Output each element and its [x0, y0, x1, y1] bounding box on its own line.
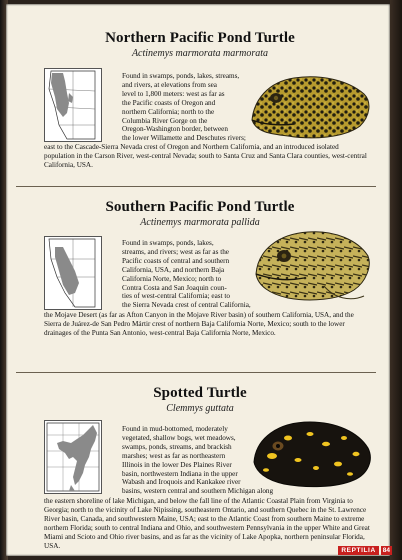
range-map-svg	[45, 69, 101, 141]
text-line: northern California; north to the	[122, 107, 215, 116]
range-text-full: east to the Cascade-Sierra Nevada crest of Oregon and Northern California, and an introduced isolated population in the Carson River, west-central Nevada; south to Santa Cruz and Santa Clara counties, west-central California, USA.	[44, 143, 367, 169]
text-line: Columbia River Gorge on the	[122, 116, 208, 125]
page-number: 84	[382, 547, 390, 554]
text-line: Illinois in the lower Des Plaines River	[122, 460, 232, 469]
turtle-head-photo	[252, 416, 374, 495]
section-divider	[16, 186, 376, 187]
text-line: California, USA, and northern Baja	[122, 265, 225, 274]
text-line: basin, northwestern Indiana in the upper	[122, 469, 238, 478]
range-map	[44, 68, 102, 142]
text-line: the Pacific coasts of Oregon and	[122, 98, 216, 107]
species-title: Southern Pacific Pond Turtle	[105, 199, 295, 215]
species-scientific-name: Actinemys marmorata pallida	[140, 217, 260, 228]
species-scientific-name: Actinemys marmorata marmorata	[131, 48, 269, 59]
text-line: the Sierra Nevada crest of central California,	[122, 301, 251, 310]
text-line: level to 1,800 meters: west as far as	[122, 89, 225, 98]
turtle-head-photo	[254, 226, 372, 311]
section-southern-pacific	[28, 199, 372, 228]
text-line: Pacific coasts of central and southern	[122, 256, 230, 265]
page-edge	[390, 0, 402, 560]
range-text-full: the Mojave Desert (as far as Afton Canyon in the Mojave River basin) of southern California, USA, and the Sierra de Juárez-de San Pedro Mártir crest of northern Baja California Norte, Mexico; south to the lower drainages of the Punta San Antonio, west-central Baja California Norte, Mexico.	[44, 311, 354, 337]
text-line: ties of west-central California; east to	[122, 292, 230, 301]
text-line: and rivers, at elevations from sea	[122, 80, 217, 89]
magazine-brand: REPTILIA	[338, 546, 378, 555]
text-line: marshes; west as far as northeastern	[122, 451, 226, 460]
range-map-svg	[45, 237, 101, 309]
section-northern-pacific	[28, 30, 372, 59]
text-line: swamps, ponds, streams, and brackish	[122, 442, 232, 451]
species-scientific-name: Clemmys guttata	[166, 403, 234, 414]
text-line: Contra Costa and San Joaquin coun-	[122, 283, 227, 292]
section-divider	[16, 372, 376, 373]
page-footer	[338, 546, 392, 555]
text-line: Oregon-Washington border, between	[122, 125, 228, 134]
species-title: Northern Pacific Pond Turtle	[105, 30, 295, 46]
text-line: California Norte, Mexico; north to	[122, 274, 222, 283]
range-map	[44, 236, 102, 310]
text-line: streams, and rivers; west as far as the	[122, 247, 229, 256]
text-line: Found in swamps, ponds, lakes, streams,	[122, 72, 240, 80]
turtle-head-photo	[248, 70, 372, 147]
text-line: basins, western central and southern Michigan along	[122, 487, 274, 496]
range-map-svg	[45, 421, 101, 493]
range-text-full: the eastern shoreline of lake Michigan, and below the fall line of the Atlantic Coastal Plain from Virginia to Georgia; north to the vicinity of Lake Nipissing, southeastern Ontario, and southern Quebec in the St. Lawrence River basin, Canada, and southwestern Maine, USA; east to the Atlantic Coast from southern Maine to extreme northern Florida; south to central Indiana and Ohio, and southwestern Pennsylvania in the upper White and Great Miami and Scioto and Ohio river basins, and as far as the vicinity of Lake Apopka, northern peninsular Florida, USA.	[44, 497, 370, 550]
section-spotted-turtle	[28, 385, 372, 414]
text-line: Found in mud-bottomed, moderately	[122, 425, 228, 433]
species-title: Spotted Turtle	[153, 385, 247, 401]
text-line: the lower Willamette and Deschutes rivers;	[122, 134, 246, 143]
text-line: Wabash and Iroquois and Kankakee river	[122, 478, 241, 487]
text-line: vegetated, shallow bogs, wet meadows,	[122, 433, 236, 442]
text-line: Found in swamps, ponds, lakes,	[122, 239, 214, 247]
range-map	[44, 420, 102, 494]
range-text-wrap	[122, 239, 256, 310]
